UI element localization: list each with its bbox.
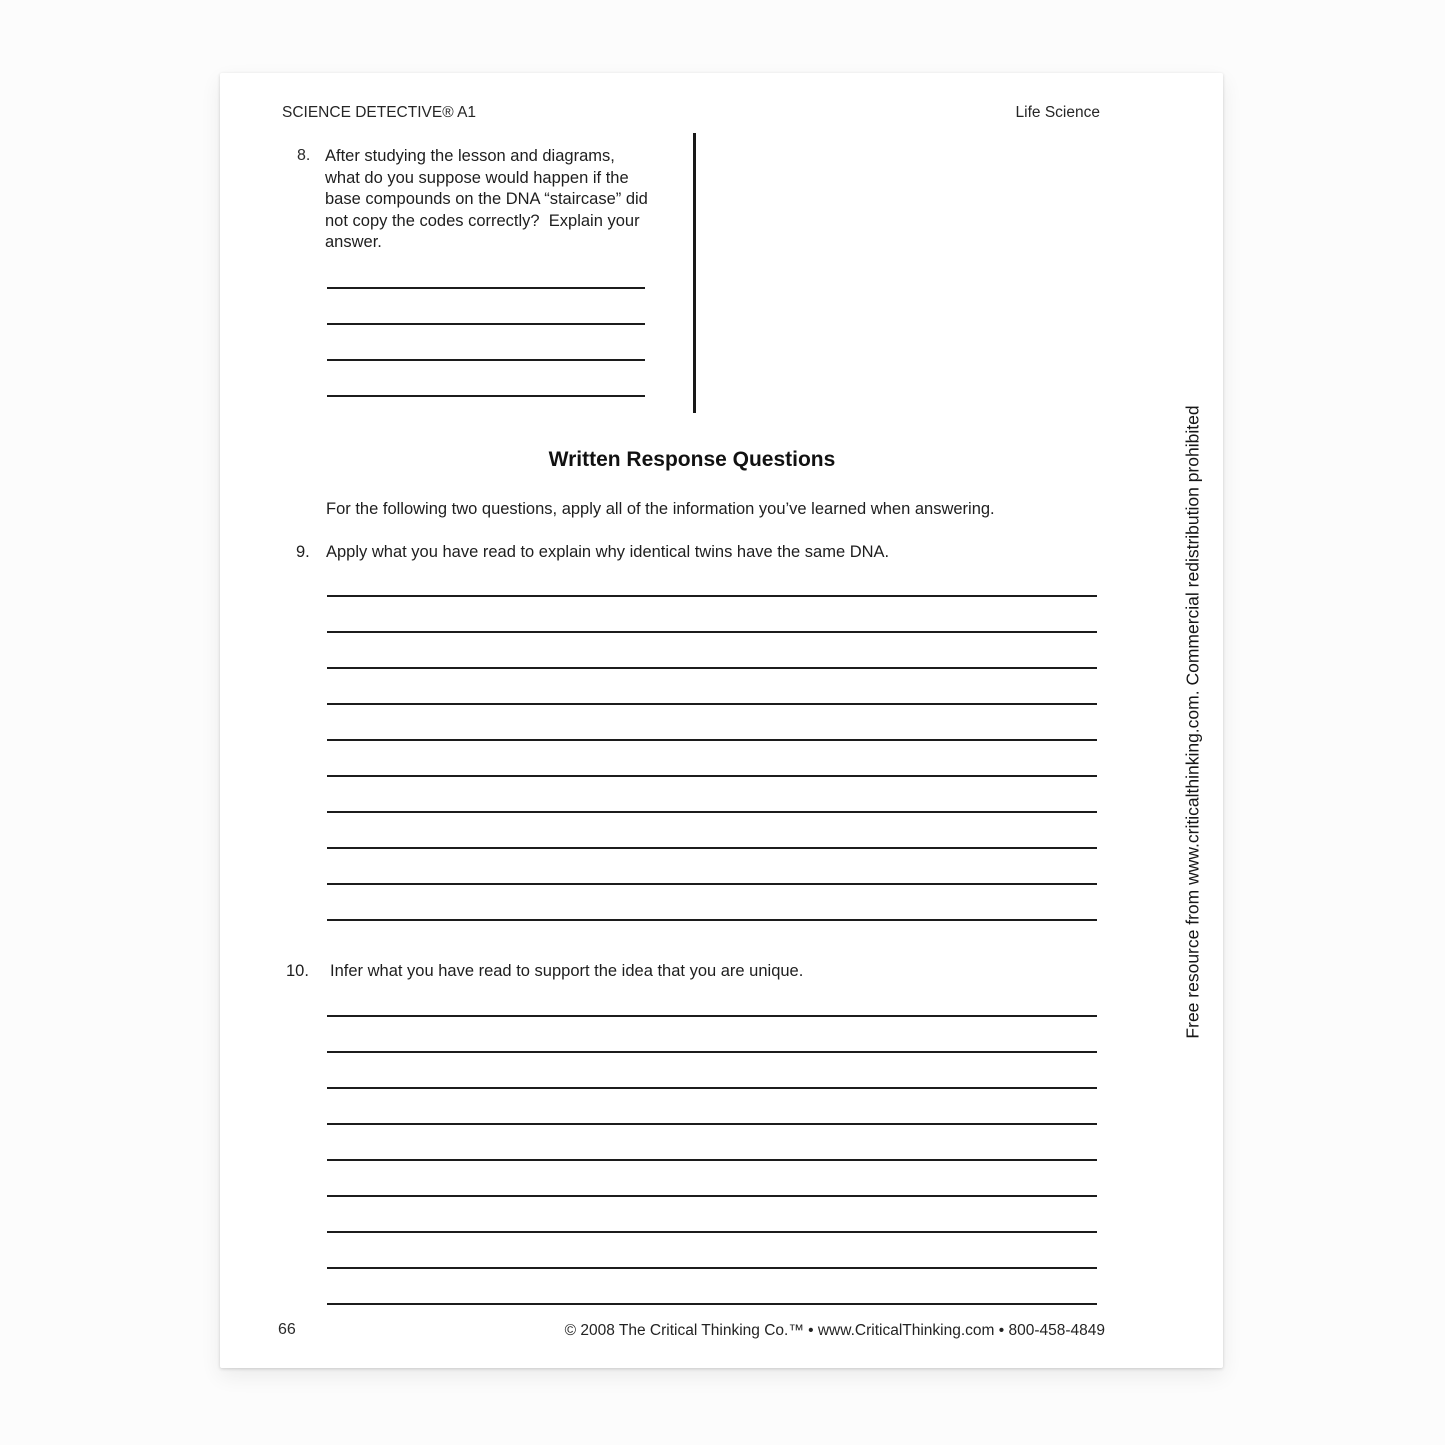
- answer-line: [327, 631, 1097, 633]
- answer-line: [327, 1159, 1097, 1161]
- answer-line: [327, 775, 1097, 777]
- answer-line: [327, 287, 645, 289]
- answer-line: [327, 1231, 1097, 1233]
- answer-line: [327, 359, 645, 361]
- section-heading: Written Response Questions: [548, 448, 836, 471]
- answer-line: [327, 703, 1097, 705]
- copyright-line: © 2008 The Critical Thinking Co.™ • www.CriticalThinking.com • 800-458-4849: [564, 1322, 1105, 1339]
- answer-line: [327, 595, 1097, 597]
- book-title: SCIENCE DETECTIVE® A1: [282, 104, 477, 121]
- answer-line: [327, 883, 1097, 885]
- answer-line: [327, 847, 1097, 849]
- question-9-text: Apply what you have read to explain why identical twins have the same DNA.: [326, 543, 890, 561]
- question-8-text-line: not copy the codes correctly? Explain your: [325, 211, 640, 230]
- answer-line: [327, 1123, 1097, 1125]
- question-8-text-line: base compounds on the DNA “staircase” did: [325, 190, 648, 208]
- question-10-number: 10.: [286, 962, 309, 980]
- answer-line: [327, 1267, 1097, 1269]
- answer-line: [327, 1303, 1097, 1305]
- answer-line: [327, 811, 1097, 813]
- answer-line: [327, 919, 1097, 921]
- question-9-answer-lines: [327, 595, 1097, 955]
- question-10-text: Infer what you have read to support the idea that you are unique.: [330, 962, 804, 980]
- question-9-number: 9.: [296, 543, 310, 561]
- page-number: 66: [278, 1321, 296, 1338]
- question-8-number: 8.: [297, 147, 311, 164]
- question-8-answer-lines: [327, 287, 645, 431]
- worksheet-page: [220, 73, 1223, 1368]
- question-10-answer-lines: [327, 1015, 1097, 1339]
- question-8-text-line: After studying the lesson and diagrams,: [325, 147, 615, 165]
- column-divider-rule: [693, 133, 696, 413]
- answer-line: [327, 1051, 1097, 1053]
- section-instructions: For the following two questions, apply all of the information you’ve learned when answering.: [326, 500, 995, 518]
- answer-line: [327, 395, 645, 397]
- answer-line: [327, 1087, 1097, 1089]
- question-8-text-line: answer.: [325, 233, 382, 251]
- answer-line: [327, 1015, 1097, 1017]
- answer-line: [327, 323, 645, 325]
- answer-line: [327, 739, 1097, 741]
- sidebar-license-note: Free resource from www.criticalthinking.com. Commercial redistribution prohibited: [1182, 405, 1203, 1039]
- answer-line: [327, 667, 1097, 669]
- answer-line: [327, 1195, 1097, 1197]
- question-8-text: [325, 146, 697, 254]
- header-section-label: Life Science: [1015, 104, 1100, 121]
- question-8-text-line: what do you suppose would happen if the: [325, 168, 629, 187]
